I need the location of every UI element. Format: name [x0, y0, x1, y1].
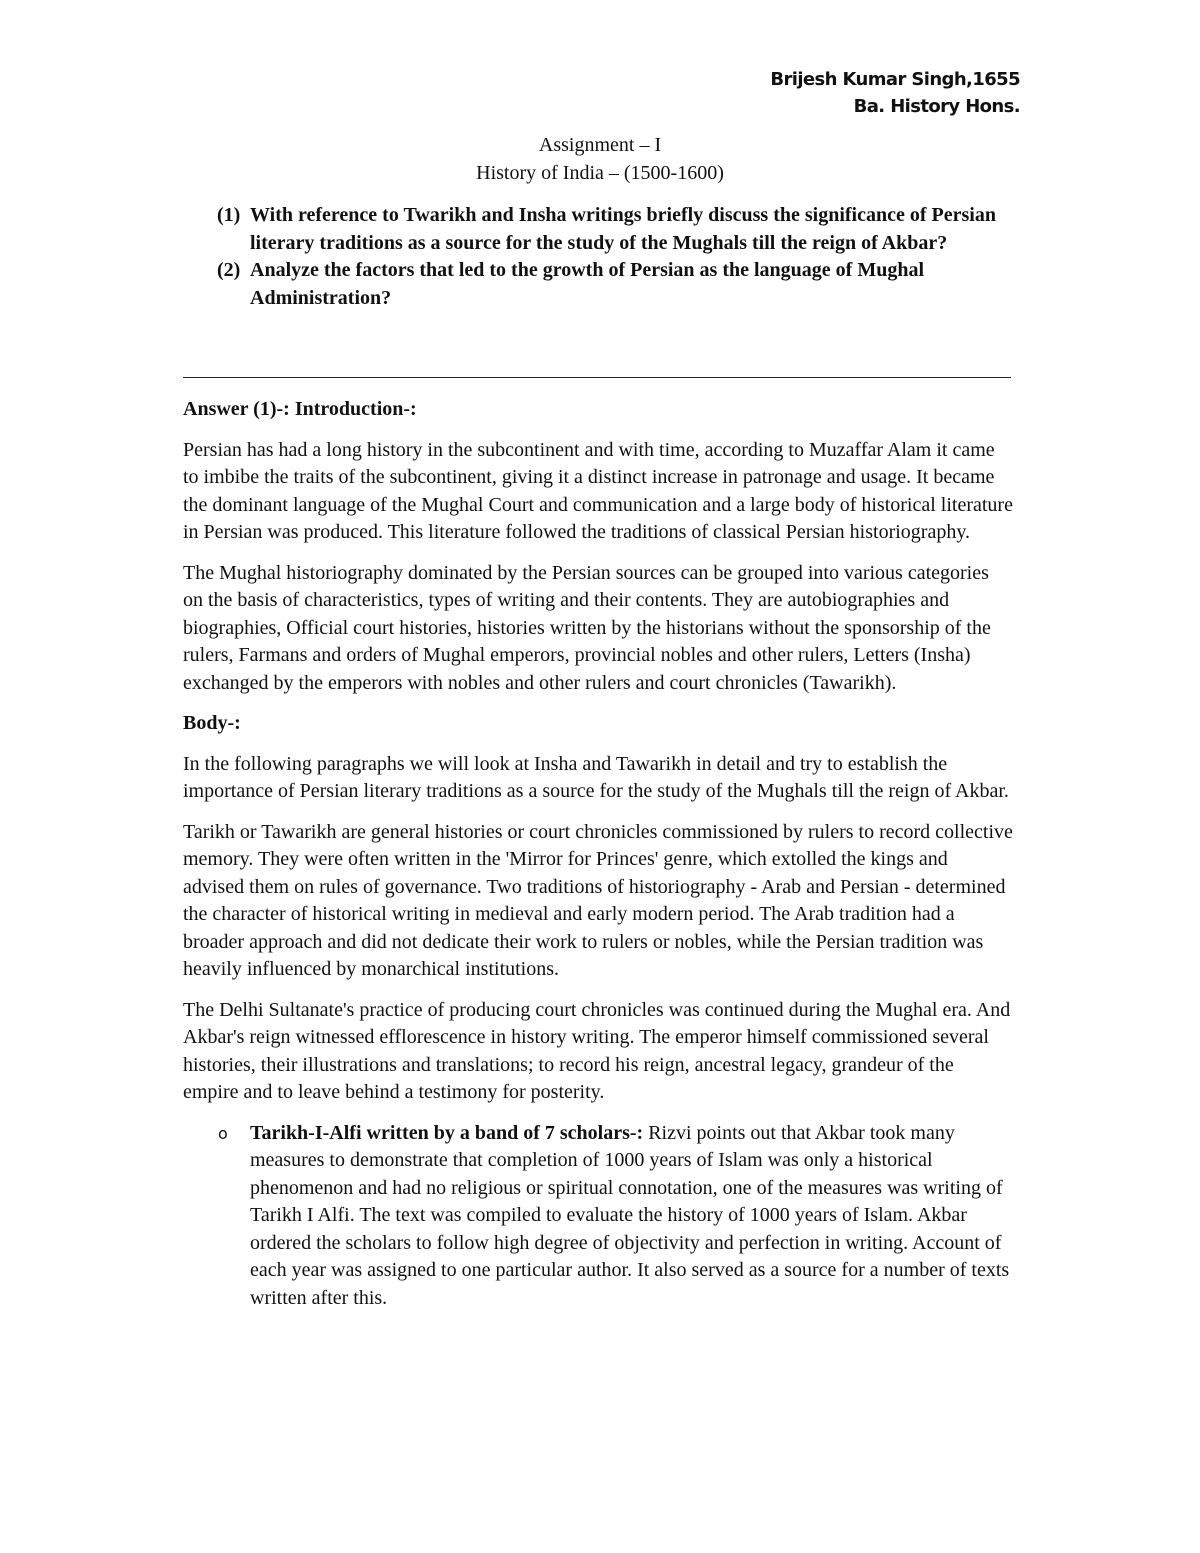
bullet-text: Rizvi points out that Akbar took many measures to demonstrate that completion of 1000 years of Islam was only a historical phenomenon and had no religious or spiritual connotation, one of the measures was writing of Tarikh I Alfi. The text was compiled to evaluate the history of 1000 years of Islam. Akbar ordered the scholars to follow high degree of objectivity and perfection in writing. Account of each year was assigned to one particular author. It also served as a source for a number of texts written after this. [250, 1121, 1010, 1309]
author-course: Ba. History Hons. [853, 96, 1020, 117]
body-heading: Body-: [183, 712, 241, 734]
answer-section [183, 396, 1013, 1312]
paragraph: The Delhi Sultanate's practice of producing court chronicles was continued during the Mughal era. And Akbar's reign witnessed efflorescence in history writing. The emperor himself commissioned several histories, their illustrations and translations; to record his reign, ancestral legacy, grandeur of the empire and to leave behind a testimony for posterity. [183, 998, 1011, 1103]
question-text: Analyze the factors that led to the growth of Persian as the language of Mughal Administration? [250, 259, 925, 309]
question-item [217, 202, 1017, 257]
question-number: (1) [217, 204, 241, 226]
bullet-item [183, 1120, 1013, 1313]
paragraph: In the following paragraphs we will look at Insha and Tawarikh in detail and try to establish the importance of Persian literary traditions as a source for the study of the Mughals till the reign of Akbar. [183, 752, 1009, 802]
intro-heading: Answer (1)-: Introduction-: [183, 398, 417, 420]
question-text: With reference to Twarikh and Insha writings briefly discuss the significance of Persian literary traditions as a source for the study of the Mughals till the reign of Akbar? [250, 204, 996, 254]
paragraph: The Mughal historiography dominated by the Persian sources can be grouped into various categories on the basis of characteristics, types of writing and their contents. They are autobiographies and biographies, Official court histories, histories written by the historians without the sponsorship of the rulers, Farmans and orders of Mughal emperors, provincial nobles and other rulers, Letters (Insha) exchanged by the emperors with nobles and other rulers and court chronicles (Tawarikh). [183, 561, 991, 694]
paragraph: Persian has had a long history in the subcontinent and with time, according to Muzaffar Alam it came to imbibe the traits of the subcontinent, giving it a distinct increase in patronage and usage. It became the dominant language of the Mughal Court and communication and a large body of historical literature in Persian was produced. This literature followed the traditions of classical Persian historiography. [183, 438, 1013, 543]
question-number: (2) [217, 259, 241, 281]
author-name: Brijesh Kumar Singh,1655 [770, 69, 1020, 90]
author-block [770, 66, 1020, 120]
horizontal-divider [183, 377, 1011, 378]
bullet-circle-icon: o [218, 1123, 228, 1143]
bullet-list [183, 1120, 1013, 1313]
assignment-title: Assignment – I [538, 134, 662, 156]
question-item [217, 257, 1017, 312]
assignment-header [0, 131, 1200, 187]
bullet-title: Tarikh-I-Alfi written by a band of 7 scholars-: [250, 1121, 644, 1144]
question-list [217, 202, 1017, 312]
paragraph: Tarikh or Tawarikh are general histories or court chronicles commissioned by rulers to record collective memory. They were often written in the 'Mirror for Princes' genre, which extolled the kings and advised them on rules of governance. Two traditions of historiography - Arab and Persian - determined the character of historical writing in medieval and early modern period. The Arab tradition had a broader approach and did not dedicate their work to rulers or nobles, while the Persian tradition was heavily influenced by monarchical institutions. [183, 820, 1013, 980]
subject-title: History of India – (1500-1600) [476, 162, 724, 184]
